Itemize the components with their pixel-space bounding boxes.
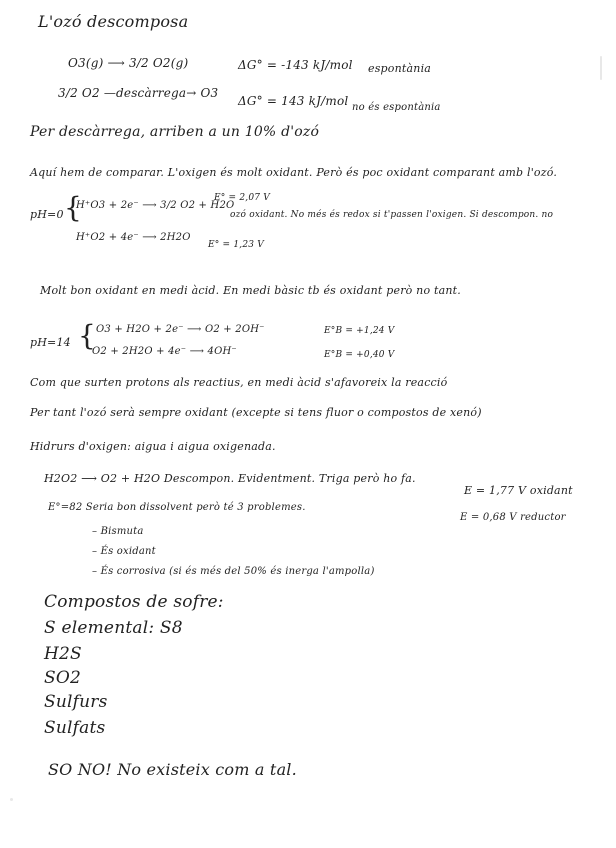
note-peroxide-solvent: E°=82 Seria bon dissolvent però té 3 problemes. — [48, 502, 306, 513]
item-h2s: H2S — [44, 644, 82, 664]
half-reaction-oxygen-acid: H⁺O2 + 4e⁻ ⟶ 2H2O — [76, 232, 191, 243]
problem-item-2: – És oxidant — [92, 546, 156, 557]
item-sulfates: Sulfats — [44, 718, 106, 738]
reaction-ozone-decomposition: O3(g) ⟶ 3/2 O2(g) — [68, 56, 189, 70]
brace-ph0: { — [64, 191, 82, 224]
item-so2: SO2 — [44, 668, 81, 688]
note-ozone-always-oxidant: Per tant l'ozó serà sempre oxidant (excepte si tens fluor o compostos de xenó) — [30, 406, 482, 419]
heading-ozone-decomposes: L'ozó descomposa — [38, 12, 189, 31]
note-discharge-yield: Per descàrrega, arriben a un 10% d'ozó — [30, 124, 320, 140]
potential-ozone-basic: E°B = +1,24 V — [324, 326, 395, 336]
item-sulfides: Sulfurs — [44, 692, 108, 712]
potential-ozone-acid: E° = 2,07 V — [214, 193, 270, 203]
heading-sulfur-compounds: Compostos de sofre: — [44, 592, 224, 612]
problem-item-1: – Bismuta — [92, 526, 144, 537]
paper-edge-mark — [600, 56, 602, 80]
note-compare-oxidants: Aquí hem de comparar. L'oxigen és molt oxidant. Però és poc oxidant comparant amb l'ozó. — [30, 166, 558, 179]
reaction-peroxide-decomposition: H2O2 ⟶ O2 + H2O Descompon. Evidentment. Triga però ho fa. — [44, 472, 416, 485]
potential-oxygen-acid: E° = 1,23 V — [208, 240, 264, 250]
note-protons-reactants: Com que surten protons als reactius, en medi àcid s'afavoreix la reacció — [30, 376, 448, 389]
paper-mark — [10, 798, 13, 801]
problem-item-3: – És corrosiva (si és més del 50% és inerga l'ampolla) — [92, 566, 375, 577]
gibbs-non-spontaneous: ΔG° = 143 kJ/mol — [238, 94, 349, 108]
potential-peroxide-reducer: E = 0,68 V reductor — [460, 512, 566, 523]
heading-oxygen-hydrides: Hidrurs d'oxigen: aigua i aigua oxigenada. — [30, 440, 276, 453]
item-elemental-sulfur: S elemental: S8 — [44, 618, 183, 638]
label-non-spontaneous: no és espontània — [352, 102, 441, 113]
label-ph0: pH=0 — [30, 208, 64, 221]
label-ph14: pH=14 — [30, 336, 71, 349]
potential-peroxide-oxidant: E = 1,77 V oxidant — [464, 484, 573, 497]
note-good-oxidant-acid: Molt bon oxidant en medi àcid. En medi bàsic tb és oxidant però no tant. — [40, 284, 461, 297]
note-ozone-oxidant-redox: ozó oxidant. No més és redox si t'passen l'oxigen. Si descompon. no — [230, 210, 554, 220]
label-spontaneous: espontània — [368, 62, 432, 75]
note-so-not-exist: SO NO! No existeix com a tal. — [48, 760, 297, 779]
half-reaction-ozone-basic: O3 + H2O + 2e⁻ ⟶ O2 + 2OH⁻ — [96, 324, 265, 335]
half-reaction-oxygen-basic: O2 + 2H2O + 4e⁻ ⟶ 4OH⁻ — [92, 346, 237, 357]
half-reaction-ozone-acid: H⁺O3 + 2e⁻ ⟶ 3/2 O2 + H2O — [76, 200, 235, 211]
reaction-ozone-formation: 3/2 O2 —descàrrega→ O3 — [58, 86, 219, 100]
potential-oxygen-basic: E°B = +0,40 V — [324, 350, 395, 360]
brace-ph14: { — [78, 319, 96, 352]
gibbs-spontaneous: ΔG° = -143 kJ/mol — [238, 58, 353, 72]
